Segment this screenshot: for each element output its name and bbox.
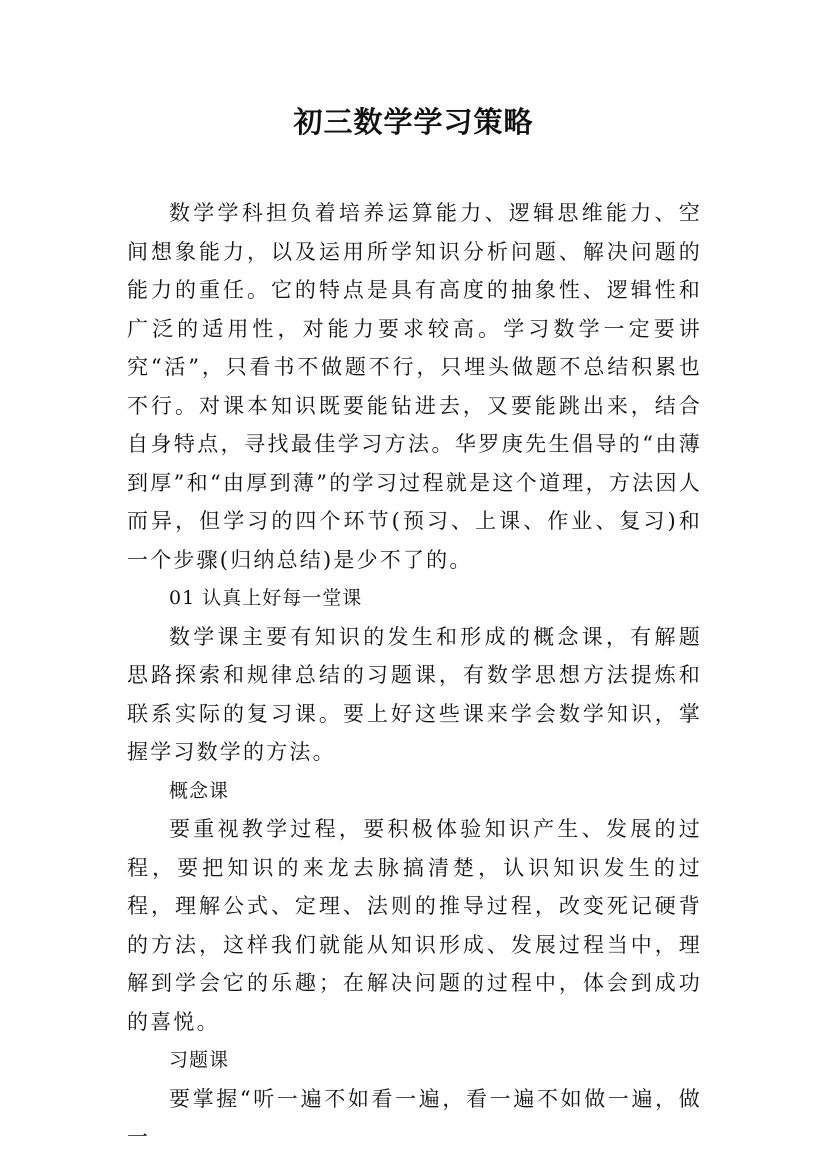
document-body <box>127 194 702 1157</box>
subheading-concept-class: 概念课 <box>169 779 230 802</box>
class-types-paragraph: 数学课主要有知识的发生和形成的概念课，有解题思路探索和规律总结的习题课，有数学思想方法提炼和联系实际的复习课。要上好这些课来学会数学知识，掌握学习数学的方法。 <box>127 624 702 764</box>
subheading-exercise-class: 习题课 <box>169 1049 230 1071</box>
page-title: 初三数学学习策略 <box>293 105 534 139</box>
concept-class-paragraph: 要重视教学过程，要积极体验知识产生、发展的过程，要把知识的来龙去脉搞清楚，认识知识发生的过程，理解公式、定理、法则的推导过程，改变死记硬背的方法，这样我们就能从知识形成、发展过程当中，理解到学会它的乐趣；在解决问题的过程中，体会到成功的喜悦。 <box>127 817 702 1034</box>
intro-paragraph: 数学学科担负着培养运算能力、逻辑思维能力、空间想象能力，以及运用所学知识分析问题、解决问题的能力的重任。它的特点是具有高度的抽象性、逻辑性和广泛的适用性，对能力要求较高。学习数学一定要讲究“活”，只看书不做题不行，只埋头做题不总结积累也不行。对课本知识既要能钻进去，又要能跳出来，结合自身特点，寻找最佳学习方法。华罗庚先生倡导的“由薄到厚”和“由厚到薄”的学习过程就是这个道理，方法因人而异，但学习的四个环节(预习、上课、作业、复习)和一个步骤(归纳总结)是少不了的。 <box>127 201 702 572</box>
exercise-class-paragraph: 要掌握“听一遍不如看一遍，看一遍不如做一遍，做一 <box>127 1086 702 1149</box>
section-heading-attend-class: 01 认真上好每一堂课 <box>169 587 363 609</box>
